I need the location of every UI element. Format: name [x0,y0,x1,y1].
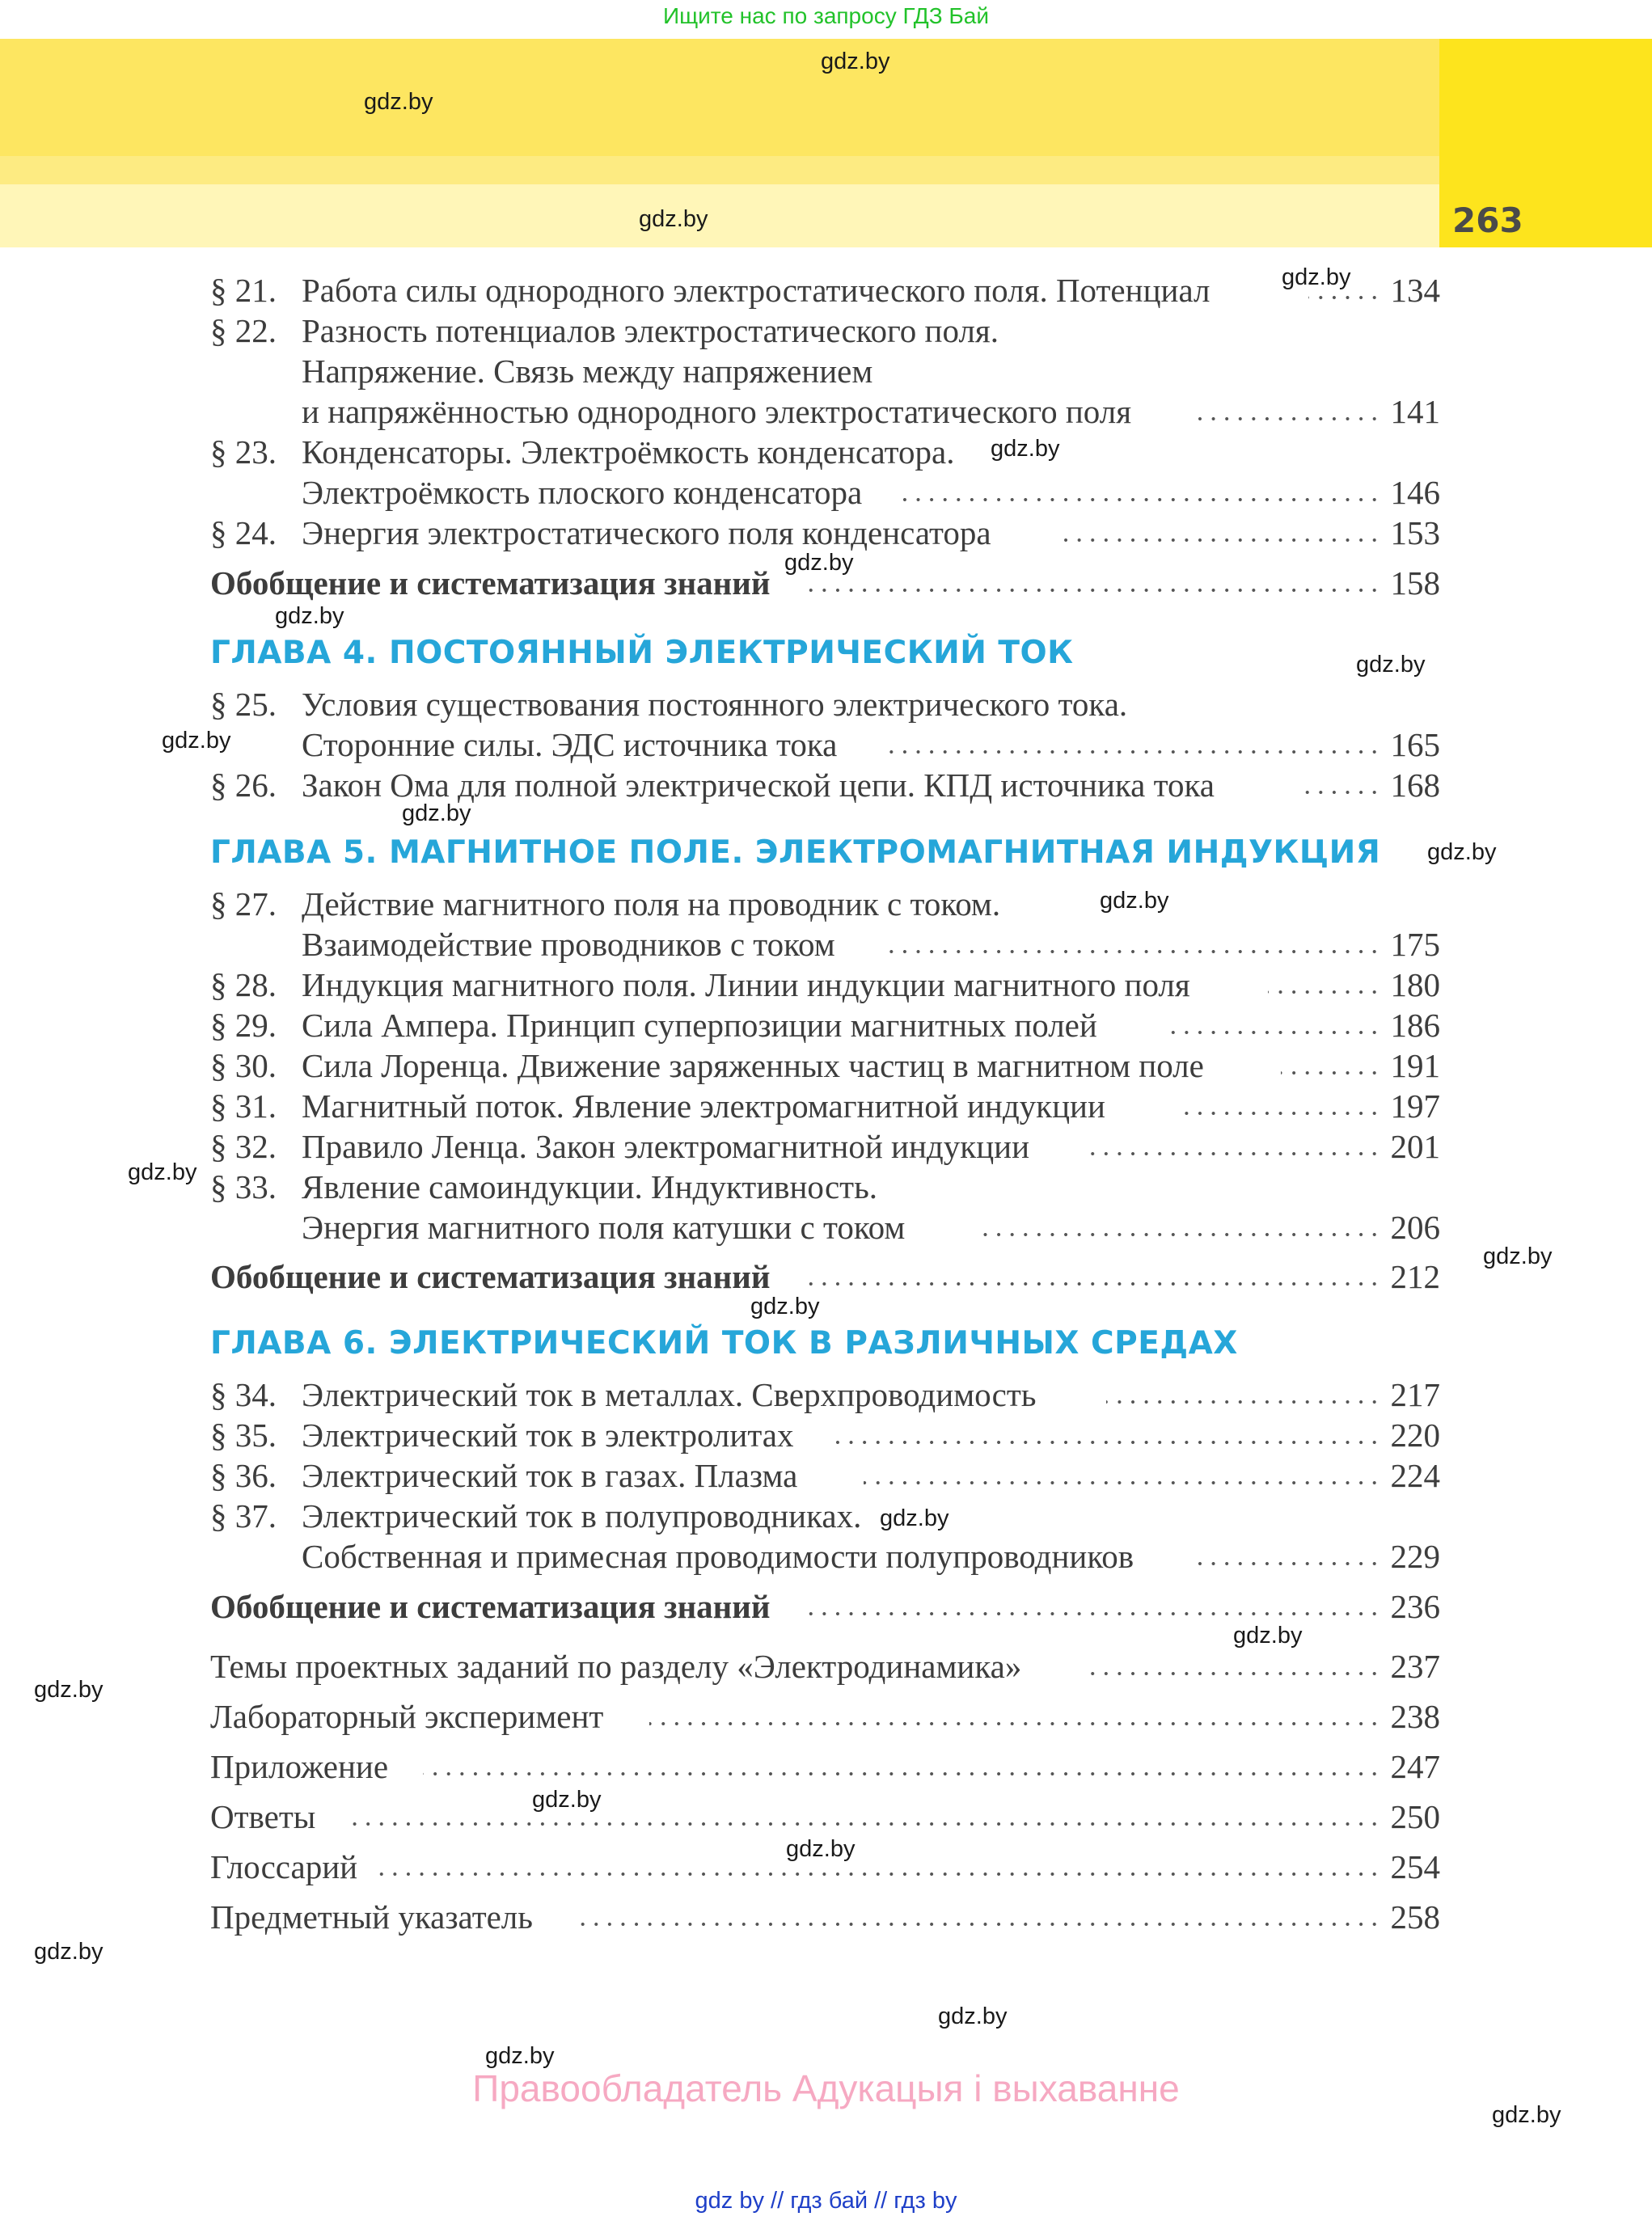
dot-leader [1106,1400,1381,1404]
section-number: § 27. [210,885,277,923]
chapter-heading[interactable]: ГЛАВА 6. ЭЛЕКТРИЧЕСКИЙ ТОК В РАЗЛИЧНЫХ СРЕДАХ [210,1325,1238,1362]
dot-leader [1197,417,1381,420]
dot-leader [886,950,1381,953]
watermark: gdz.by [938,2003,1008,2029]
dot-leader [886,750,1381,754]
entry-title: Обобщение и систематизация знаний [210,1588,771,1625]
entry-title: Энергия магнитного поля катушки с током [302,1209,906,1246]
entry-page: 217 [1390,1376,1440,1413]
toc-entry[interactable] [0,965,1652,1005]
toc-entry-continuation [0,724,1652,765]
entry-title: и напряжённостью однородного электростатического поля [302,393,1132,430]
dot-leader [807,589,1381,592]
watermark: gdz.by [1282,264,1351,290]
section-number: § 31. [210,1087,277,1125]
watermark: gdz.by [485,2043,555,2069]
toc-entry[interactable] [0,1374,1652,1415]
toc-entry[interactable] [0,432,1652,472]
entry-title: Закон Ома для полной электрической цепи. КПД источника тока [302,766,1215,804]
toc-entry[interactable] [0,1496,1652,1536]
entry-title: Работа силы однородного электростатического поля. Потенциал [302,272,1210,309]
watermark: gdz.by [34,1939,104,1965]
watermark: gdz.by [34,1677,104,1703]
toc-entry[interactable] [0,684,1652,724]
entry-page: 212 [1390,1258,1440,1295]
entry-title: Сила Ампера. Принцип суперпозиции магнитных полей [302,1007,1097,1044]
toc-entry[interactable] [0,1455,1652,1496]
dot-leader [1195,1562,1381,1565]
entry-page: 141 [1390,393,1440,430]
toc-entry[interactable] [0,1646,1652,1687]
watermark: gdz.by [128,1159,197,1185]
chapter-heading[interactable]: ГЛАВА 5. МАГНИТНОЕ ПОЛЕ. ЭЛЕКТРОМАГНИТНАЯ ИНДУКЦИЯ [210,834,1381,871]
entry-page: 158 [1390,564,1440,602]
toc-entry-summary[interactable] [0,1586,1652,1627]
dot-leader [378,1872,1381,1876]
entry-page: 153 [1390,514,1440,551]
toc-entry[interactable] [0,1796,1652,1837]
section-number: § 25. [210,686,277,723]
toc-entry-continuation [0,391,1652,432]
entry-title: Электрический ток в газах. Плазма [302,1457,798,1494]
entry-title: Темы проектных заданий по разделу «Электродинамика» [210,1648,1022,1685]
entry-page: 250 [1390,1798,1440,1835]
watermark: gdz.by [1356,652,1426,678]
entry-title: Напряжение. Связь между напряжением [302,353,873,390]
toc-entry[interactable] [0,884,1652,924]
watermark: gdz.by [532,1787,602,1813]
section-number: § 33. [210,1168,277,1205]
entry-page: 146 [1390,474,1440,511]
watermark: gdz.by [1492,2102,1561,2128]
section-number: § 35. [210,1416,277,1454]
toc-entry-continuation [0,924,1652,965]
entry-title: Электрический ток в полупроводниках. [302,1497,862,1535]
chapter-heading[interactable]: ГЛАВА 4. ПОСТОЯННЫЙ ЭЛЕКТРИЧЕСКИЙ ТОК [210,635,1074,671]
section-number: § 23. [210,433,277,471]
entry-page: 186 [1390,1007,1440,1044]
entry-title: Условия существования постоянного электрического тока. [302,686,1128,723]
section-number: § 30. [210,1047,277,1084]
toc-entry-continuation [0,351,1652,391]
entry-page: 206 [1390,1209,1440,1246]
entry-page: 237 [1390,1648,1440,1685]
entry-title: Взаимодействие проводников с током [302,926,835,963]
entry-page: 191 [1390,1047,1440,1084]
entry-title: Приложение [210,1748,389,1785]
toc-entry[interactable] [0,1897,1652,1937]
watermark: gdz.by [880,1505,949,1531]
watermark: gdz.by [275,603,344,629]
toc-entry-continuation [0,1207,1652,1248]
watermark: gdz.by [162,728,231,754]
entry-title: Предметный указатель [210,1898,533,1936]
dot-leader [1082,1672,1381,1675]
entry-title: Глоссарий [210,1848,358,1885]
section-number: § 29. [210,1007,277,1044]
toc-entry-continuation [0,472,1652,513]
toc-entry[interactable] [0,1126,1652,1167]
entry-page: 197 [1390,1087,1440,1125]
toc-entry[interactable] [0,1746,1652,1787]
entry-title: Энергия электростатического поля конденсатора [302,514,991,551]
toc-entry[interactable] [0,513,1652,553]
watermark: gdz.by [402,800,471,826]
section-number: § 32. [210,1128,277,1165]
entry-title: Обобщение и систематизация знаний [210,564,771,602]
watermark: gdz.by [1100,888,1169,914]
entry-title: Электрический ток в электролитах [302,1416,794,1454]
dot-leader [977,1233,1381,1236]
dot-leader [831,1441,1381,1444]
entry-page: 134 [1390,272,1440,309]
dot-leader [1163,1031,1381,1034]
entry-title: Обобщение и систематизация знаний [210,1258,771,1295]
entry-page: 254 [1390,1848,1440,1885]
watermark: gdz.by [786,1836,856,1862]
section-number: § 22. [210,312,277,349]
watermark: gdz.by [784,550,854,576]
entry-title: Явление самоиндукции. Индуктивность. [302,1168,878,1205]
watermark: gdz.by [639,206,708,232]
toc-entry[interactable] [0,1696,1652,1737]
footer-links[interactable]: gdz by // гдз бай // гдз by [695,2188,957,2214]
entry-title: Сторонние силы. ЭДС источника тока [302,726,838,763]
toc-entry-continuation [0,1536,1652,1577]
section-number: § 28. [210,966,277,1003]
dot-leader [807,1282,1381,1286]
section-number: § 21. [210,272,277,309]
dot-leader [864,1481,1381,1484]
dot-leader [1058,538,1381,542]
entry-page: 229 [1390,1538,1440,1575]
watermark: gdz.by [1233,1623,1303,1649]
toc-entry[interactable] [0,1086,1652,1126]
entry-page: 236 [1390,1588,1440,1625]
watermark: gdz.by [1427,839,1497,865]
entry-title: Действие магнитного поля на проводник с током. [302,885,1001,923]
toc-entry[interactable] [0,1415,1652,1455]
page-number: 263 [1452,201,1523,240]
watermark: gdz.by [1483,1243,1553,1269]
toc-entry[interactable] [0,270,1652,310]
entry-title: Индукция магнитного поля. Линии индукции магнитного поля [302,966,1190,1003]
dot-leader [898,498,1381,501]
dot-leader [1308,296,1381,299]
dot-leader [1082,1152,1381,1155]
entry-page: 247 [1390,1748,1440,1785]
entry-page: 180 [1390,966,1440,1003]
toc-entry[interactable] [0,310,1652,351]
entry-title: Сила Лоренца. Движение заряженных частиц в магнитном поле [302,1047,1204,1084]
watermark: gdz.by [750,1294,820,1319]
section-number: § 34. [210,1376,277,1413]
entry-page: 220 [1390,1416,1440,1454]
dot-leader [807,1612,1381,1615]
toc-entry-summary[interactable] [0,1256,1652,1297]
section-number: § 24. [210,514,277,551]
entry-page: 168 [1390,766,1440,804]
watermark: gdz.by [364,89,433,115]
entry-page: 224 [1390,1457,1440,1494]
dot-leader [346,1822,1381,1826]
toc-entry[interactable] [0,1045,1652,1086]
toc-entry[interactable] [0,765,1652,805]
entry-title: Ответы [210,1798,316,1835]
watermark: gdz.by [821,49,890,74]
entry-page: 175 [1390,926,1440,963]
entry-title: Собственная и примесная проводимости полупроводников [302,1538,1134,1575]
entry-title: Электроёмкость плоского конденсатора [302,474,863,511]
entry-title: Правило Ленца. Закон электромагнитной индукции [302,1128,1030,1165]
dot-leader [1268,990,1381,994]
section-number: § 36. [210,1457,277,1494]
entry-page: 201 [1390,1128,1440,1165]
toc-entry[interactable] [0,1005,1652,1045]
dot-leader [1300,791,1381,794]
dot-leader [1179,1112,1381,1115]
dot-leader [1281,1071,1381,1075]
section-number: § 26. [210,766,277,804]
dot-leader [572,1923,1381,1926]
dot-leader [423,1772,1381,1775]
entry-title: Разность потенциалов электростатического поля. [302,312,999,349]
entry-title: Лабораторный эксперимент [210,1698,604,1735]
top-note: Ищите нас по запросу ГДЗ Бай [662,3,990,28]
dot-leader [649,1722,1381,1725]
entry-title: Конденсаторы. Электроёмкость конденсатора. [302,433,955,471]
section-number: § 37. [210,1497,277,1535]
copyright-notice: Правообладатель Адукацыя і выхаванне [472,2067,1180,2109]
entry-page: 238 [1390,1698,1440,1735]
entry-title: Электрический ток в металлах. Сверхпроводимость [302,1376,1037,1413]
watermark: gdz.by [991,436,1060,462]
entry-page: 165 [1390,726,1440,763]
entry-title: Магнитный поток. Явление электромагнитной индукции [302,1087,1105,1125]
entry-page: 258 [1390,1898,1440,1936]
toc-entry[interactable] [0,1167,1652,1207]
